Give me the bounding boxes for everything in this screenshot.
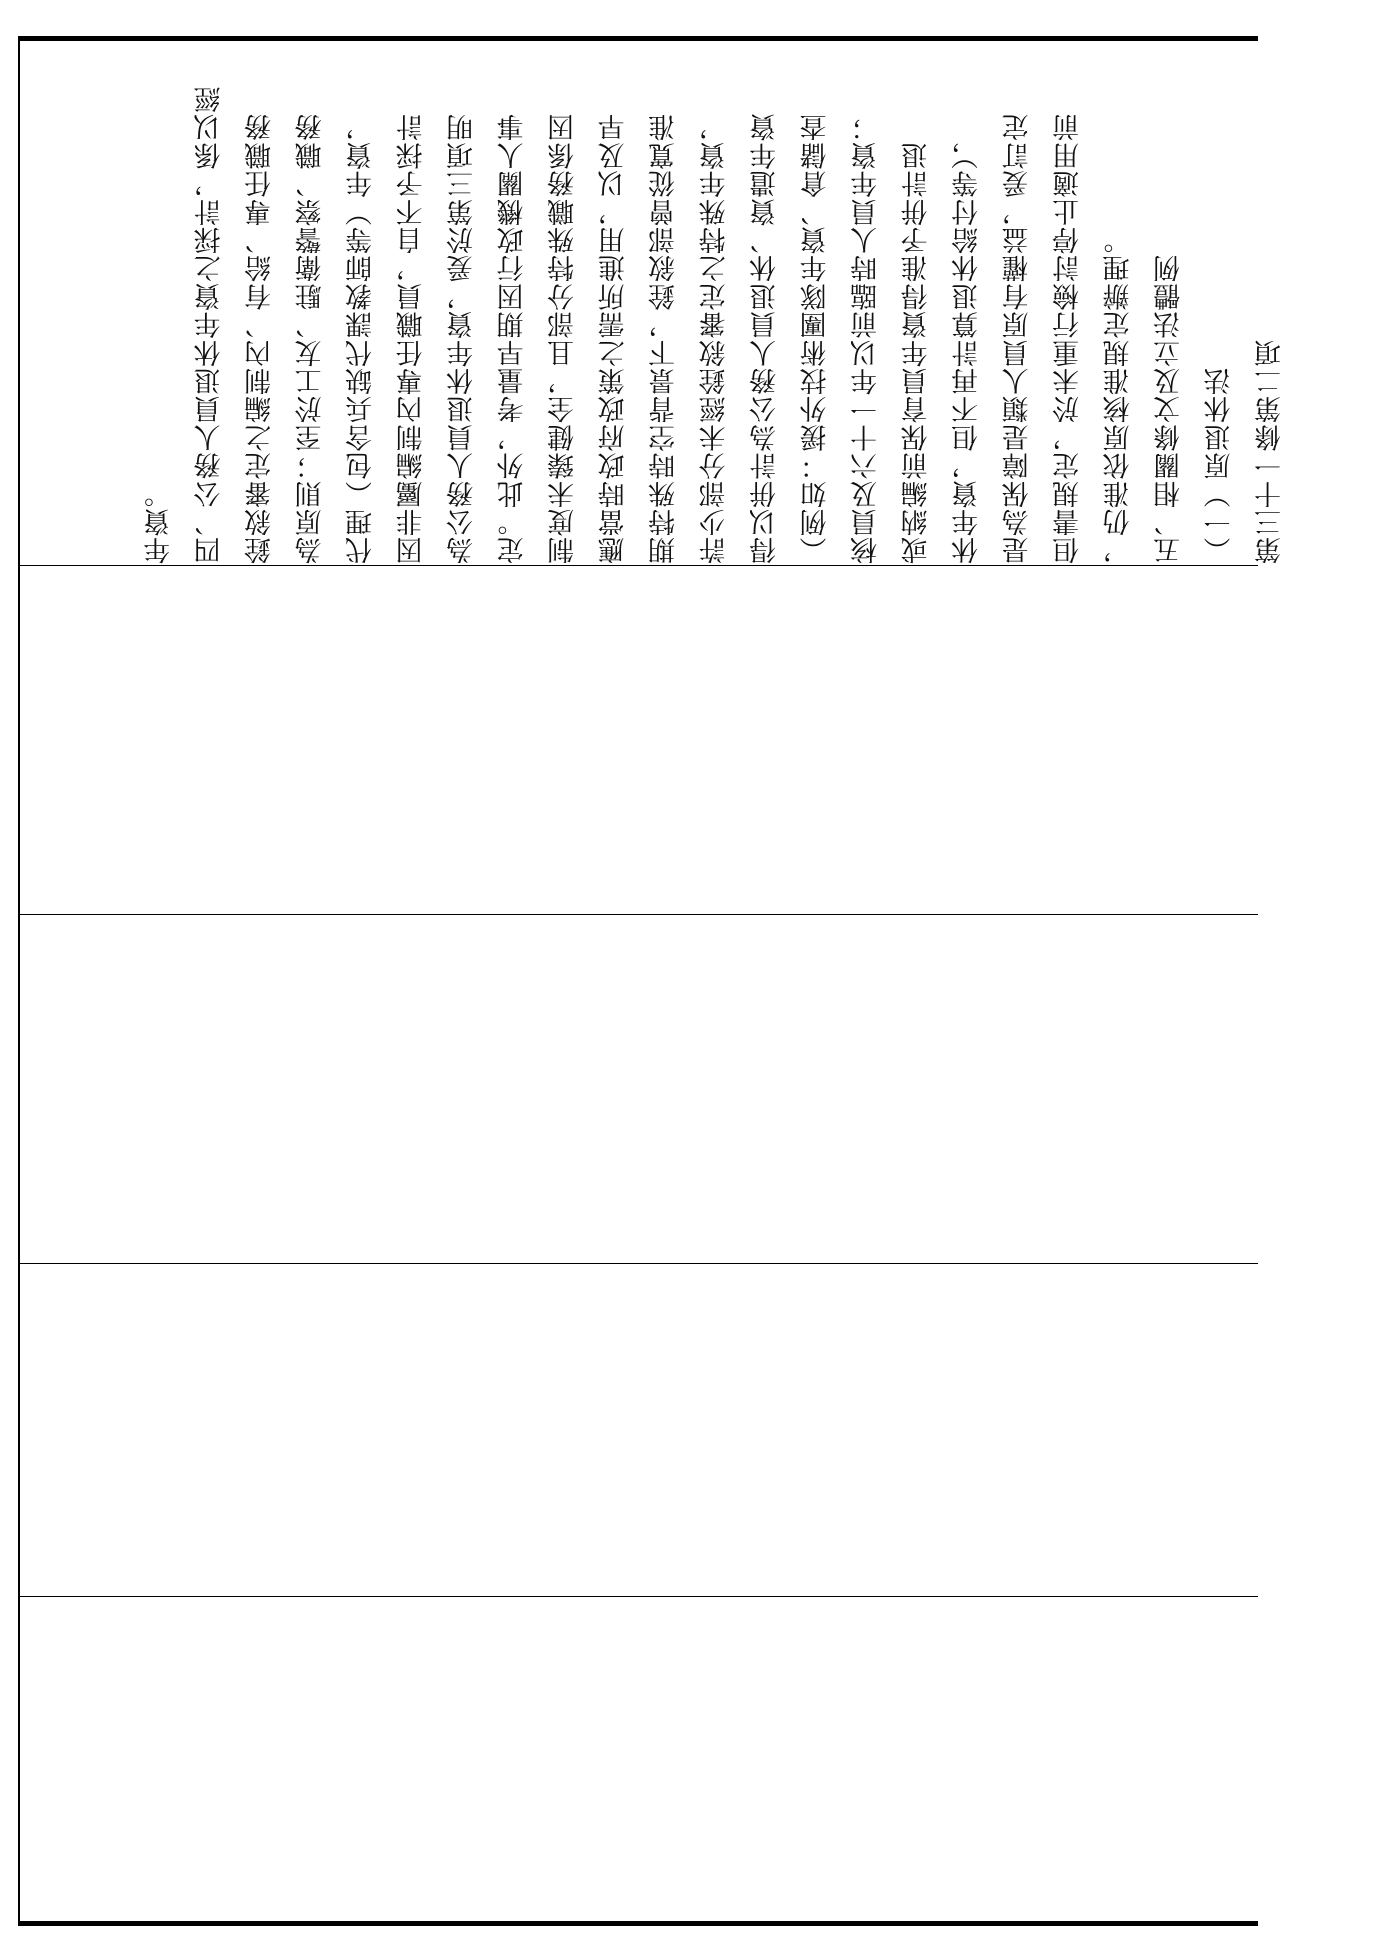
text-line: （一）原退休法 — [1204, 366, 1236, 564]
text-line: 得以併計為公務人員退休、資遣年資 — [750, 112, 781, 564]
explanation-text — [34, 59, 1286, 564]
text-line: 五、相關條文及立法體例 — [1154, 253, 1185, 564]
text-line: 為原則；至於工友、駐衛警察、職務 — [295, 112, 327, 564]
text-line: 定。此外，考量早期因行政機關人事 — [497, 112, 529, 564]
text-line: 代理（包含兵缺代課教師等）年資， — [346, 112, 377, 564]
document-page — [18, 36, 1286, 1926]
text-line: 期特殊時空背景下，銓敘部曾從寬准 — [649, 112, 680, 564]
text-line: 應當時政府政策之需所進用，以及早 — [598, 112, 630, 564]
text-line: 因非屬編制內專任職員，自不予採計 — [396, 112, 428, 564]
text-line: 或納編前保育員年資得准予併計退 — [901, 141, 933, 564]
empty-cell — [20, 1264, 1258, 1596]
text-line: 是為保障是類人員原有權益，爰訂定 — [1002, 112, 1034, 564]
text-line: 核員及六十一年以前臨時人員年資； — [851, 112, 882, 564]
text-line: 四、公務人員退休年資之採計，係以經 — [194, 84, 226, 564]
text-line: 休年資，但不再計算退休給付等）， — [952, 126, 983, 564]
text-line: 許少部分未經銓敘審定之特殊年資， — [699, 112, 731, 564]
bottom-border — [18, 1921, 1258, 1926]
empty-cell — [20, 1597, 1258, 1921]
text-line: ，仍准依原核准規定辦理。 — [1103, 225, 1135, 564]
empty-cell — [20, 915, 1258, 1263]
text-line: 但書規定，於未重行檢討停止適用前 — [1053, 112, 1084, 564]
text-line: 為公務人員退休年資，爰於第三項明 — [447, 112, 478, 564]
explanation-cell — [20, 41, 1286, 566]
text-line: 銓敘審定之編制內、有給、專任職務 — [245, 112, 276, 564]
empty-cell — [20, 566, 1258, 914]
text-line: （例如：援外技術團隊年資、倉儲查 — [800, 112, 832, 564]
text-line: 年資。 — [144, 479, 175, 564]
text-line: 第三十一條第二項 — [1255, 338, 1286, 564]
text-line: 制度未臻健全，且部分特殊職務係因 — [548, 112, 579, 564]
